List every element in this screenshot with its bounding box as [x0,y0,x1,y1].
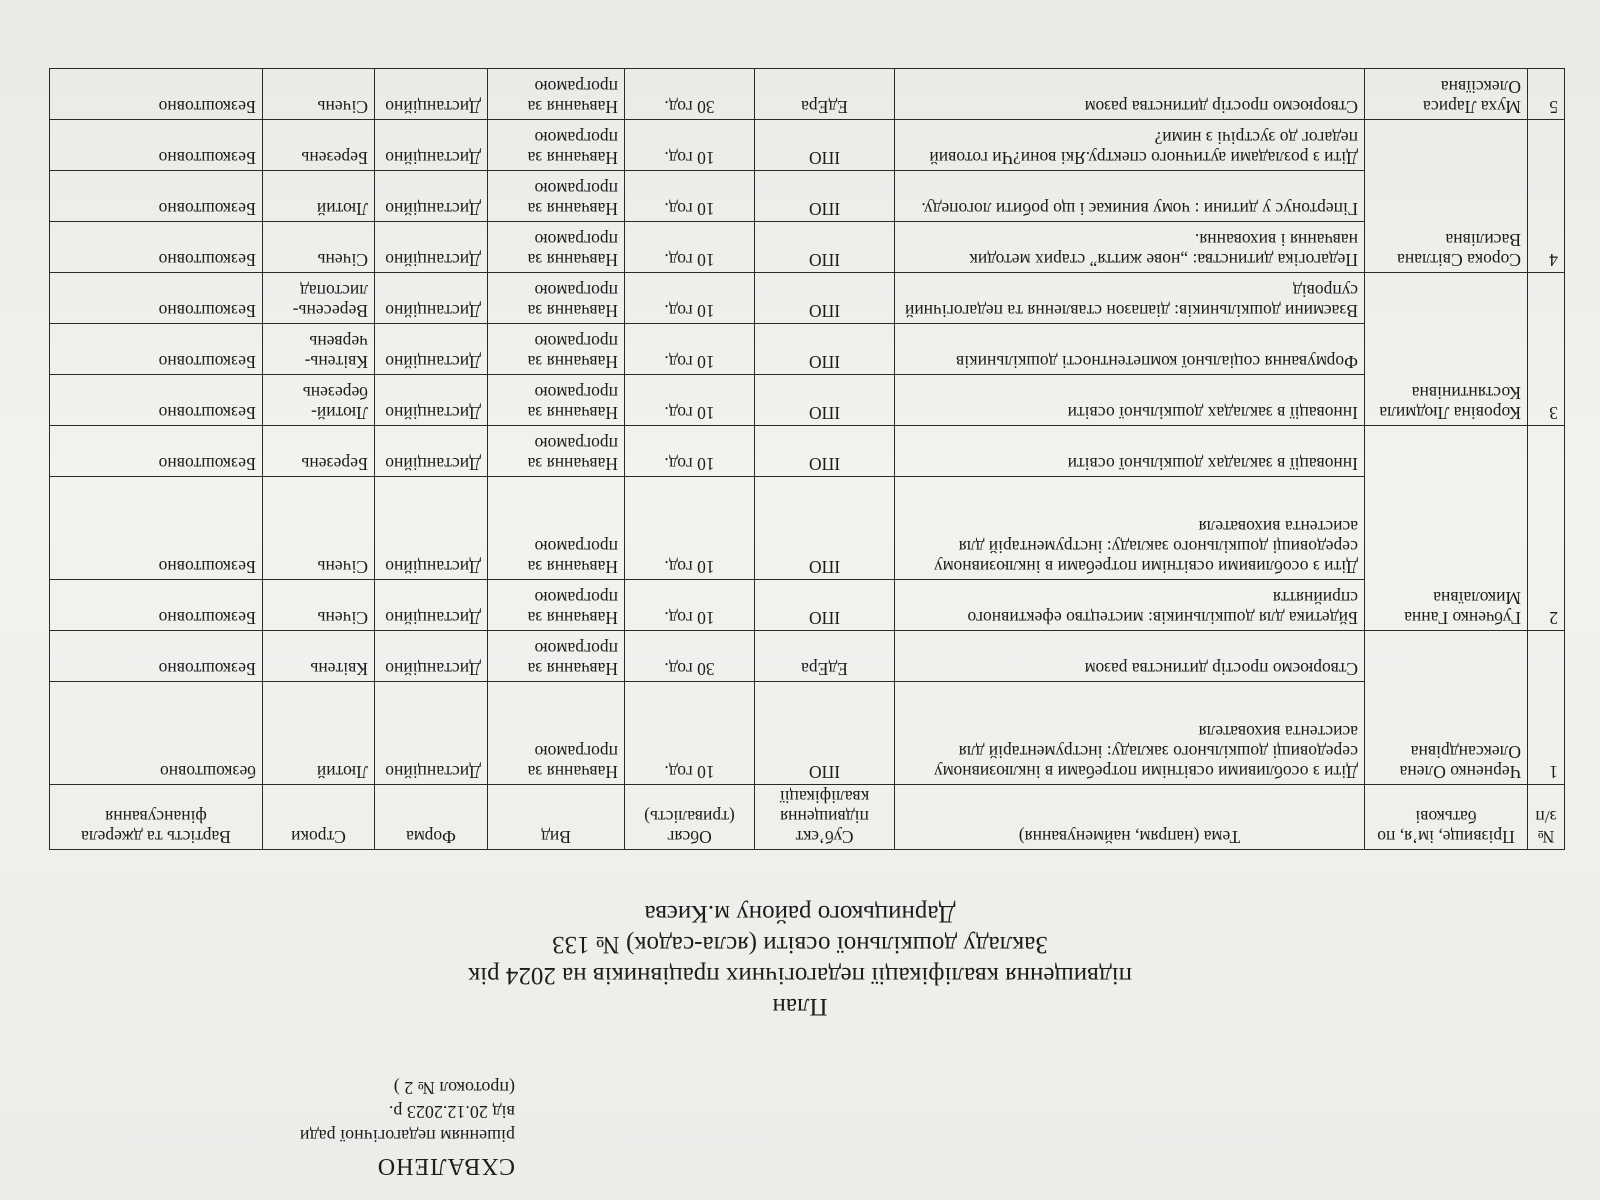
cell-cost: Безкоштовно [50,273,263,324]
cell-form: Дистанційно [375,477,488,580]
cell-term: Лютий [263,682,375,785]
cell-term: Квітень [263,631,375,682]
approval-line: (протокол № 2 ) [393,1078,515,1098]
cell-volume: 10 год. [625,375,755,426]
header-cell: Строки [263,785,375,850]
cell-subject: ІПО [755,273,895,324]
cell-volume: 10 год. [625,171,755,222]
cell-subject: ІПО [755,222,895,273]
cell-topic: Інновації в закладах дошкільної освіти [895,375,1365,426]
cell-cost: Безкоштовно [50,631,263,682]
cell-cost: Безкоштовно [50,120,263,171]
table-row [50,120,1565,171]
cell-subject: ІПО [755,477,895,580]
cell-kind: Навчання за програмою [488,375,625,426]
table-row [50,222,1565,273]
cell-volume: 10 год. [625,120,755,171]
heading-line: Дарницького району м.Києва [644,900,956,927]
cell-form: Дистанційно [375,426,488,477]
document-heading [0,898,1600,1022]
header-cell: Вартість та джерела фінансування [50,785,263,850]
cell-cost: Безкоштовно [50,580,263,631]
cell-topic: Створюємо простір дитинства разом [895,69,1365,120]
table-row [50,477,1565,580]
heading-line: підвищення кваліфікації педагогічних працівників на 2024 рік [468,962,1132,989]
cell-cost: Безкоштовно [50,171,263,222]
approval-line: рішенням педагогічної ради [299,1126,515,1146]
cell-volume: 10 год. [625,273,755,324]
table-row [50,324,1565,375]
cell-volume: 30 год. [625,69,755,120]
cell-term: Лютий-березень [263,375,375,426]
table-body [50,69,1565,785]
cell-subject: ІПО [755,682,895,785]
cell-kind: Навчання за програмою [488,120,625,171]
cell-term: Січень [263,477,375,580]
cell-kind: Навчання за програмою [488,171,625,222]
cell-topic: Діти з особливими освітніми потребами в інклюзивному середовищі дошкільного закладу: інструментарій для асистента вихователя [895,477,1365,580]
cell-name: Сорока Світлана Василівна [1365,120,1528,273]
training-plan-table [49,68,1565,850]
cell-volume: 10 год. [625,324,755,375]
table-row [50,273,1565,324]
cell-kind: Навчання за програмою [488,631,625,682]
approval-title: СХВАЛЕНО [376,1153,515,1179]
heading-line: Закладу дошкільної освіти (ясла-садок) № 133 [552,931,1048,958]
cell-term: Січень [263,580,375,631]
cell-volume: 10 год. [625,477,755,580]
cell-kind: Навчання за програмою [488,426,625,477]
cell-num: 2 [1528,426,1565,631]
cell-topic: Створюємо простір дитинства разом [895,631,1365,682]
cell-kind: Навчання за програмою [488,682,625,785]
cell-topic: Взаємини дошкільників: діапазон ставлення та педагогічний супровід [895,273,1365,324]
cell-num: 4 [1528,120,1565,273]
table-row [50,171,1565,222]
cell-topic: Педагогіка дитинства: „нове життя” старих методик навчання і виховання. [895,222,1365,273]
table-row [50,375,1565,426]
cell-form: Дистанційно [375,273,488,324]
cell-topic: Діти з особливими освітніми потребами в інклюзивному середовищі дошкільного закладу: інструментарій для асистента вихователя [895,682,1365,785]
cell-name: Коровіна Людмила Костянтинівна [1365,273,1528,426]
cell-form: Дистанційно [375,682,488,785]
cell-topic: Бйдетика для дошкільників: мистецтво ефективного сприйняття [895,580,1365,631]
cell-kind: Навчання за програмою [488,69,625,120]
cell-form: Дистанційно [375,120,488,171]
approval-stamp [215,1076,515,1178]
cell-subject: ІПО [755,580,895,631]
cell-name: Черненко Олена Олександрівна [1365,631,1528,785]
header-cell: Прізвище, ім’я, по батькові [1365,785,1528,850]
cell-cost: Безкоштовно [50,324,263,375]
cell-form: Дистанційно [375,631,488,682]
table-row [50,682,1565,785]
cell-term: Січень [263,69,375,120]
cell-subject: ІПО [755,120,895,171]
header-cell: Форма [375,785,488,850]
cell-term: Січень [263,222,375,273]
cell-kind: Навчання за програмою [488,273,625,324]
header-cell: Вид [488,785,625,850]
cell-subject: ІПО [755,426,895,477]
cell-subject: ЕдЕра [755,631,895,682]
cell-form: Дистанційно [375,69,488,120]
cell-name: Муха Лариса Олексіївна [1365,69,1528,120]
heading-line: План [772,993,828,1020]
cell-topic: Гіпертонус у дитини : чому виникає і що робити логопеду. [895,171,1365,222]
cell-topic: Інновації в закладах дошкільної освіти [895,426,1365,477]
cell-subject: ІПО [755,324,895,375]
cell-form: Дистанційно [375,222,488,273]
cell-kind: Навчання за програмою [488,222,625,273]
cell-cost: Безкоштовно [50,222,263,273]
cell-subject: ЕдЕра [755,69,895,120]
cell-form: Дистанційно [375,171,488,222]
cell-term: Квітень-червень [263,324,375,375]
cell-topic: Діти з розладами аутичного спектру.Які вони?Чи готовий педагог до зустрічі з ними? [895,120,1365,171]
cell-volume: 10 год. [625,222,755,273]
cell-term: Вересень-листопад [263,273,375,324]
cell-form: Дистанційно [375,324,488,375]
cell-cost: Безкоштовно [50,69,263,120]
cell-cost: Безкоштовно [50,477,263,580]
cell-num: 5 [1528,69,1565,120]
header-cell: № з/п [1528,785,1565,850]
table-row [50,426,1565,477]
cell-topic: Формування соціальної компетентності дошкільників [895,324,1365,375]
cell-subject: ІПО [755,375,895,426]
cell-cost: безкоштовно [50,682,263,785]
cell-cost: Безкоштовно [50,426,263,477]
table-header-row [50,785,1565,850]
table-row [50,580,1565,631]
table-row [50,631,1565,682]
cell-num: 1 [1528,631,1565,785]
cell-subject: ІПО [755,171,895,222]
cell-form: Дистанційно [375,375,488,426]
cell-term: Березень [263,426,375,477]
cell-cost: Безкоштовно [50,375,263,426]
cell-name: Губченко Ганна Миколаївна [1365,426,1528,631]
cell-volume: 30 год. [625,631,755,682]
cell-kind: Навчання за програмою [488,580,625,631]
header-cell: Тема (напрям, найменування) [895,785,1365,850]
table-row [50,69,1565,120]
cell-form: Дистанційно [375,580,488,631]
cell-num: 3 [1528,273,1565,426]
header-cell: Суб’єкт підвищення кваліфікації [755,785,895,850]
cell-volume: 10 год. [625,682,755,785]
approval-line: від 20.12.2023 р. [388,1102,515,1122]
cell-volume: 10 год. [625,580,755,631]
cell-term: Лютий [263,171,375,222]
cell-kind: Навчання за програмою [488,477,625,580]
cell-volume: 10 год. [625,426,755,477]
cell-term: Березень [263,120,375,171]
cell-kind: Навчання за програмою [488,324,625,375]
header-cell: Обсяг (тривалість) [625,785,755,850]
